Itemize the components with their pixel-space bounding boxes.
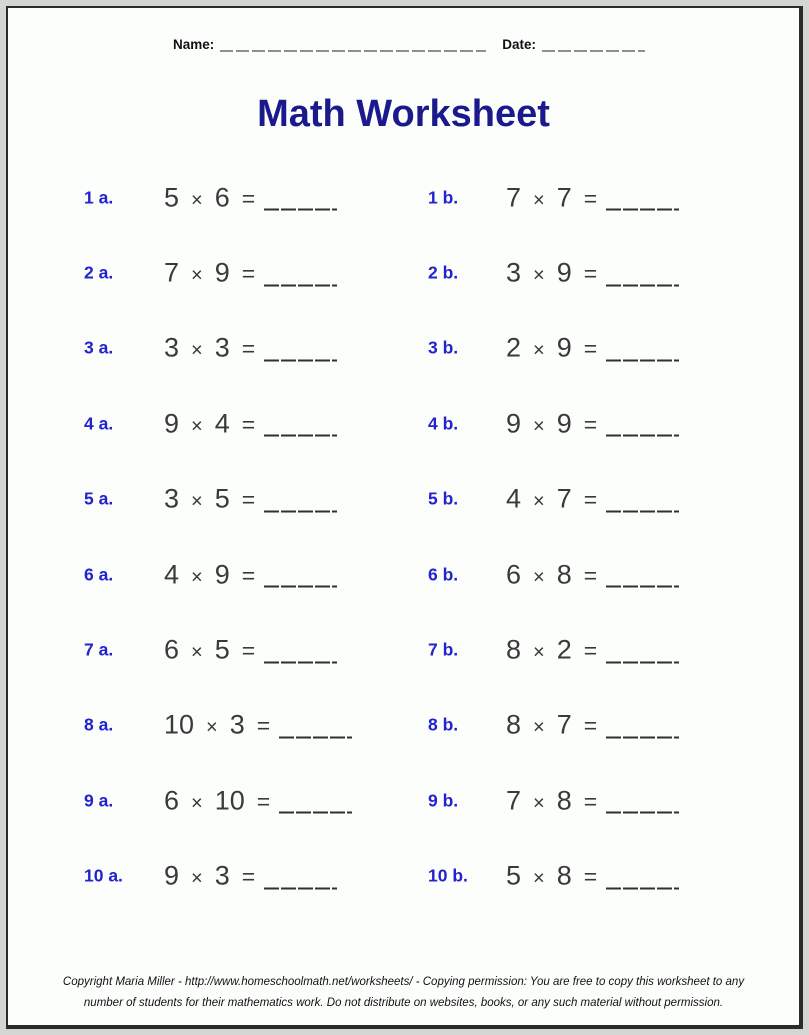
factor-1: 8: [506, 634, 522, 665]
equals-sign: =: [241, 335, 256, 362]
problem-expression-a: [164, 635, 337, 666]
equals-sign: =: [583, 712, 598, 739]
factor-2: 3: [214, 332, 230, 363]
answer-blank: [606, 275, 679, 287]
factor-1: 9: [506, 408, 522, 439]
answer-blank: [264, 275, 337, 287]
times-sign: ×: [533, 566, 545, 589]
problem-number-b: 7 b.: [428, 639, 459, 660]
factor-2: 9: [556, 257, 572, 288]
equals-sign: =: [241, 185, 256, 212]
times-sign: ×: [191, 490, 203, 513]
problem-number-a: 5 a.: [84, 488, 114, 509]
problem-row: [8, 763, 799, 838]
answer-blank: [606, 576, 679, 588]
problem-number-b: 6 b.: [428, 564, 459, 585]
factor-2: 5: [214, 634, 230, 665]
equals-sign: =: [583, 788, 598, 815]
name-date-header: [173, 38, 645, 54]
factor-1: 7: [506, 785, 522, 816]
factor-2: 4: [214, 408, 230, 439]
factor-2: 9: [556, 408, 572, 439]
problem-expression-b: [506, 333, 679, 364]
problem-expression-a: [164, 559, 337, 590]
problem-number-b: 3 b.: [428, 337, 459, 358]
problem-number-a: 3 a.: [84, 337, 114, 358]
equals-sign: =: [241, 863, 256, 890]
date-label: Date:: [502, 37, 537, 52]
problem-expression-b: [506, 258, 679, 289]
problem-row: [8, 612, 799, 687]
answer-blank: [264, 576, 337, 588]
problem-expression-a: [164, 861, 337, 892]
factor-2: 8: [556, 860, 572, 891]
page-title: Math Worksheet: [257, 93, 550, 135]
factor-1: 7: [506, 182, 522, 213]
answer-blank: [606, 727, 679, 739]
problem-number-a: 9 a.: [84, 790, 114, 811]
times-sign: ×: [191, 566, 203, 589]
answer-blank: [279, 802, 352, 814]
times-sign: ×: [533, 490, 545, 513]
times-sign: ×: [191, 867, 203, 890]
answer-blank: [606, 425, 679, 437]
equals-sign: =: [583, 411, 598, 438]
factor-1: 8: [506, 709, 522, 740]
problem-number-b: 10 b.: [428, 865, 468, 886]
factor-2: 7: [556, 483, 572, 514]
problem-number-b: 8 b.: [428, 714, 459, 735]
factor-2: 9: [556, 332, 572, 363]
problem-row: [8, 688, 799, 763]
times-sign: ×: [533, 339, 545, 362]
factor-1: 9: [164, 860, 180, 891]
equals-sign: =: [583, 486, 598, 513]
factor-2: 3: [214, 860, 230, 891]
answer-blank: [264, 501, 337, 513]
equals-sign: =: [583, 863, 598, 890]
times-sign: ×: [533, 792, 545, 815]
factor-2: 6: [214, 182, 230, 213]
factor-1: 2: [506, 332, 522, 363]
times-sign: ×: [191, 415, 203, 438]
factor-2: 10: [214, 785, 245, 816]
problem-expression-a: [164, 484, 337, 515]
equals-sign: =: [583, 260, 598, 287]
times-sign: ×: [191, 641, 203, 664]
answer-blank: [264, 425, 337, 437]
problem-number-b: 4 b.: [428, 413, 459, 434]
problem-expression-b: [506, 785, 679, 816]
problem-expression-b: [506, 559, 679, 590]
problem-grid: [8, 160, 799, 914]
factor-2: 7: [556, 709, 572, 740]
factor-2: 9: [214, 559, 230, 590]
equals-sign: =: [241, 486, 256, 513]
copyright-footer: [8, 972, 799, 1014]
factor-1: 4: [164, 559, 180, 590]
equals-sign: =: [241, 562, 256, 589]
answer-blank: [264, 199, 337, 211]
answer-blank: [264, 652, 337, 664]
times-sign: ×: [191, 339, 203, 362]
equals-sign: =: [583, 335, 598, 362]
problem-row: [8, 462, 799, 537]
problem-row: [8, 386, 799, 461]
problem-expression-b: [506, 635, 679, 666]
times-sign: ×: [533, 641, 545, 664]
problem-number-b: 2 b.: [428, 262, 459, 283]
problem-expression-b: [506, 182, 679, 213]
copyright-line-1: Copyright Maria Miller - http://www.homeschoolmath.net/worksheets/ - Copying permission: You are free to copy this worksheet to any: [62, 976, 745, 988]
problem-row: [8, 839, 799, 914]
problem-number-a: 4 a.: [84, 413, 114, 434]
times-sign: ×: [533, 189, 545, 212]
answer-blank: [606, 199, 679, 211]
equals-sign: =: [256, 712, 271, 739]
factor-1: 6: [164, 634, 180, 665]
problem-number-b: 9 b.: [428, 790, 459, 811]
problem-expression-a: [164, 182, 337, 213]
problem-expression-a: [164, 333, 337, 364]
factor-1: 5: [164, 182, 180, 213]
factor-2: 5: [214, 483, 230, 514]
times-sign: ×: [533, 264, 545, 287]
copyright-line-2: number of students for their mathematics work. Do not distribute on websites, books, or any such material without permission.: [83, 997, 724, 1009]
answer-blank: [606, 501, 679, 513]
problem-expression-a: [164, 408, 337, 439]
problem-number-a: 8 a.: [84, 714, 114, 735]
answer-blank: [606, 802, 679, 814]
problem-number-b: 5 b.: [428, 488, 459, 509]
answer-blank: [606, 350, 679, 362]
equals-sign: =: [583, 185, 598, 212]
factor-1: 3: [164, 483, 180, 514]
equals-sign: =: [241, 260, 256, 287]
factor-1: 10: [164, 709, 195, 740]
name-label: Name:: [173, 37, 215, 52]
problem-expression-a: [164, 710, 352, 741]
answer-blank: [606, 878, 679, 890]
answer-blank: [606, 652, 679, 664]
factor-2: 8: [556, 785, 572, 816]
problem-expression-b: [506, 408, 679, 439]
problem-expression-a: [164, 785, 352, 816]
factor-1: 9: [164, 408, 180, 439]
problem-expression-b: [506, 710, 679, 741]
times-sign: ×: [533, 867, 545, 890]
times-sign: ×: [191, 792, 203, 815]
equals-sign: =: [583, 637, 598, 664]
problem-number-a: 2 a.: [84, 262, 114, 283]
times-sign: ×: [191, 264, 203, 287]
factor-2: 3: [229, 709, 245, 740]
factor-2: 8: [556, 559, 572, 590]
problem-row: [8, 537, 799, 612]
factor-1: 4: [506, 483, 522, 514]
problem-expression-a: [164, 258, 337, 289]
problem-row: [8, 311, 799, 386]
equals-sign: =: [241, 411, 256, 438]
times-sign: ×: [533, 716, 545, 739]
factor-2: 7: [556, 182, 572, 213]
factor-1: 3: [506, 257, 522, 288]
factor-2: 9: [214, 257, 230, 288]
problem-row: [8, 160, 799, 235]
times-sign: ×: [206, 716, 218, 739]
problem-expression-b: [506, 484, 679, 515]
factor-1: 3: [164, 332, 180, 363]
answer-blank: [264, 350, 337, 362]
equals-sign: =: [256, 788, 271, 815]
factor-1: 6: [164, 785, 180, 816]
factor-2: 2: [556, 634, 572, 665]
factor-1: 7: [164, 257, 180, 288]
problem-number-a: 1 a.: [84, 187, 114, 208]
problem-row: [8, 235, 799, 310]
problem-number-a: 10 a.: [84, 865, 123, 886]
problem-expression-b: [506, 861, 679, 892]
times-sign: ×: [533, 415, 545, 438]
name-blank-line: [220, 50, 486, 52]
equals-sign: =: [241, 637, 256, 664]
times-sign: ×: [191, 189, 203, 212]
problem-number-a: 7 a.: [84, 639, 114, 660]
problem-number-a: 6 a.: [84, 564, 114, 585]
answer-blank: [279, 727, 352, 739]
factor-1: 5: [506, 860, 522, 891]
answer-blank: [264, 878, 337, 890]
problem-number-b: 1 b.: [428, 187, 459, 208]
worksheet-page: [6, 6, 803, 1029]
date-blank-line: [542, 50, 645, 52]
equals-sign: =: [583, 562, 598, 589]
factor-1: 6: [506, 559, 522, 590]
